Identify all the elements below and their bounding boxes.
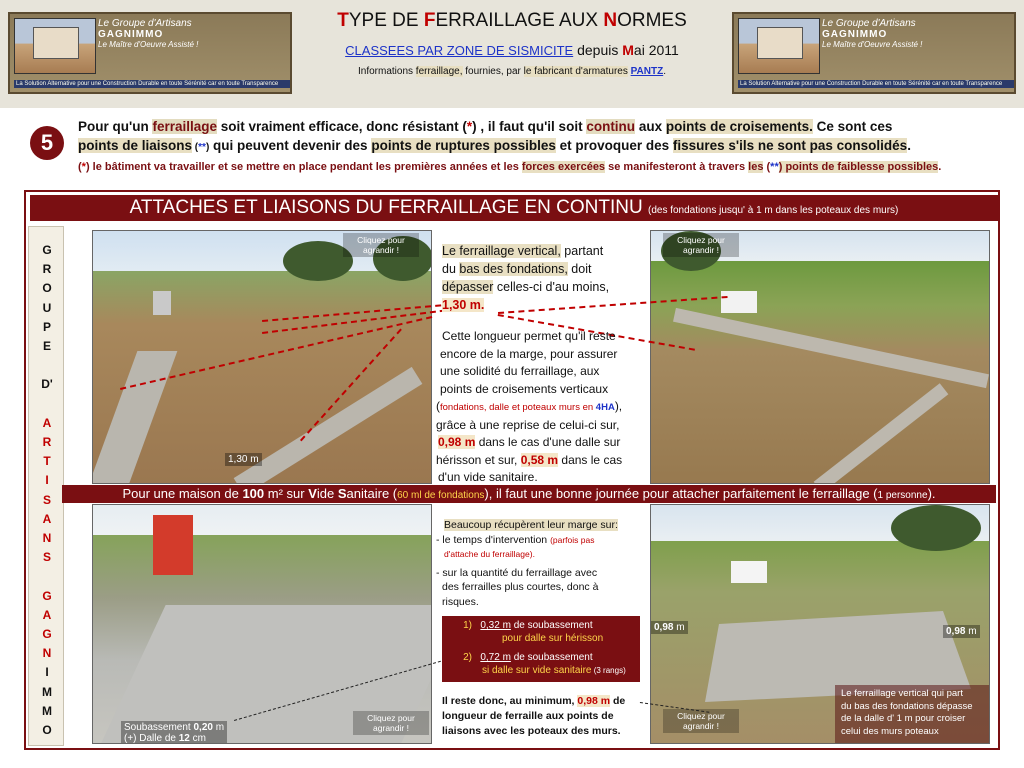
option-value: 0,32 m [480, 620, 511, 631]
van [721, 291, 757, 313]
band-part: ), il faut une bonne journée pour attacher parfaitement le ferraillage ( [484, 486, 878, 501]
info-part: le fabricant d'armatures [523, 66, 628, 77]
logo-line3: Le Maître d'Oeuvre Assisté ! [98, 40, 199, 49]
sidebar-letter: E [42, 339, 51, 353]
text-part: d'attache du ferraillage). [444, 549, 535, 559]
text-line: liaisons avec les poteaux des murs. [442, 725, 621, 737]
text-line: une solidité du ferraillage, aux [440, 364, 600, 378]
text-part: (parfois pas [550, 534, 595, 545]
note-part: * [81, 161, 86, 173]
measure-label: 1,30 m [225, 453, 262, 466]
intro-part: ferraillage [152, 119, 217, 134]
truck [153, 291, 171, 315]
text-part: dépasser [442, 280, 494, 294]
text-part: bas des fondations, [459, 262, 568, 276]
text-part: hérisson et sur, [436, 452, 521, 467]
concrete-truck [153, 515, 193, 575]
band-part: ide [316, 486, 338, 501]
sidebar-letter: A [42, 511, 52, 526]
text-part: ( [436, 399, 440, 413]
note-line: celui des murs poteaux [841, 725, 939, 737]
measure-label [943, 625, 980, 638]
label-part: 0,98 [654, 622, 674, 633]
photo-block-walls[interactable] [650, 504, 990, 744]
label-part: m [965, 626, 977, 637]
text-part: doit [567, 262, 592, 276]
sidebar-letter: O [42, 281, 52, 296]
sidebar-vertical-brand [28, 226, 64, 746]
note-part: ** [770, 161, 779, 173]
sidebar-letter: U [42, 300, 52, 315]
intro-part: qui peuvent devenir des [209, 138, 372, 153]
note-part: forces exercées [521, 161, 606, 173]
note-line: de la dalle d' 1 m pour croiser [841, 713, 966, 724]
intro-note [78, 160, 998, 175]
text-line: points de croisements verticaux [440, 381, 609, 396]
sidebar-letter: R [42, 262, 52, 277]
label-part: cm [189, 733, 206, 744]
intro-part: fissures s'ils ne sont pas consolidés [672, 138, 908, 153]
text-part: 0,58 m [520, 452, 559, 467]
sidebar-letter: P [42, 319, 51, 334]
intro-part: points de ruptures possibles [371, 138, 556, 153]
logo-line2: GAGNIMMO [98, 29, 164, 40]
intro-part: points de liaisons [78, 138, 193, 153]
page-subtitle [296, 42, 728, 58]
sidebar-letter: N [42, 646, 52, 661]
text-part: 1,30 m. [442, 298, 485, 312]
section-number-badge: 5 [30, 126, 64, 160]
margin-recovery-text [436, 518, 646, 609]
text-part: 4HA [595, 402, 615, 413]
option-text: de soubassement [510, 620, 593, 631]
info-part: Informations [357, 66, 416, 77]
logo-right [732, 12, 1016, 94]
intro-part: et provoquer des [555, 138, 673, 153]
info-part: . [663, 66, 666, 77]
section-banner [30, 195, 998, 221]
logo-line1: Le Groupe d'Artisans [822, 18, 916, 29]
label-part: 12 [178, 733, 190, 744]
option-value: 0,72 m [480, 652, 511, 663]
text-part: Il reste donc, au minimum, [442, 695, 578, 707]
sidebar-letter: G [42, 243, 52, 257]
enlarge-link[interactable]: Cliquez pour agrandir ! [663, 233, 739, 257]
label-part: m [212, 722, 225, 733]
text-line: - sur la quantité du ferraillage avec [436, 566, 598, 579]
tree [891, 505, 981, 551]
measure-label [651, 621, 688, 634]
sidebar-letter: O [42, 723, 52, 737]
banner-title: ATTACHES ET LIAISONS DU FERRAILLAGE EN CONTINU [129, 197, 643, 218]
title-letter: F [423, 10, 436, 31]
band-part: 60 ml de fondations [397, 490, 485, 501]
intro-part: Pour qu'un [78, 119, 153, 134]
logo-text [822, 18, 1012, 66]
logo-line2: GAGNIMMO [822, 29, 888, 40]
sidebar-letter: A [42, 415, 52, 430]
sidebar-letter: S [42, 492, 51, 507]
text-line: des ferrailles plus courtes, donc à [442, 581, 599, 593]
logo-line3: Le Maître d'Oeuvre Assisté ! [822, 40, 923, 49]
note-part: ) le bâtiment va travailler et se mettre en place pendant les premières années et les [85, 161, 522, 173]
text-part: 0,98 m [438, 435, 476, 449]
page-title [296, 10, 728, 32]
intro-part: ( [192, 142, 199, 153]
label-part: m [673, 622, 685, 633]
text-part: Beaucoup récupèrent leur marge sur: [444, 519, 618, 531]
subtitle-part: ai 2011 [633, 42, 679, 58]
sidebar-letter: S [42, 550, 51, 565]
logo-left [8, 12, 292, 94]
info-part: ferraillage, [415, 66, 463, 77]
margin-explanation [436, 328, 650, 487]
note-part: . [938, 161, 942, 173]
subtitle-letter: M [622, 42, 634, 58]
title-part: YPE DE [348, 10, 424, 31]
logo-tagline: La Solution Alternative pour une Construction Durable en toute Sérénité car en toute Transparence [738, 80, 1014, 88]
vertical-rebar-text [442, 242, 642, 314]
sidebar-letter: I [45, 473, 49, 488]
van [731, 561, 767, 583]
intro-part: ** [198, 142, 206, 153]
label-part: 0,20 [193, 722, 213, 733]
logo-tagline: La Solution Alternative pour une Construction Durable en toute Sérénité car en toute Transparence [14, 80, 290, 88]
intro-part: . [907, 138, 911, 153]
minimum-length-text [442, 694, 642, 739]
sidebar-letter: A [42, 607, 52, 622]
band-part: ). [927, 486, 936, 501]
enlarge-link[interactable]: Cliquez pour agrandir ! [663, 709, 739, 733]
photo-slab-pouring[interactable] [92, 504, 432, 744]
info-part: fournies, par [462, 66, 524, 77]
subtitle-part: depuis [573, 42, 623, 58]
info-line [296, 66, 728, 77]
title-letter: T [337, 10, 349, 31]
band-part: 100 [242, 486, 265, 501]
title-part: ORMES [617, 10, 687, 31]
note-part: ( [763, 161, 771, 173]
text-part: dans le cas d'une dalle sur [475, 435, 621, 449]
option-number: 2) [463, 652, 472, 663]
intro-part: aux [635, 119, 666, 134]
house-photo [14, 18, 96, 74]
option-detail: (3 rangs) [591, 666, 626, 675]
band-part: anitaire ( [346, 486, 398, 501]
option-text: de soubassement [510, 652, 593, 663]
intro-part: * [466, 119, 473, 134]
option-detail: pour dalle sur hérisson [502, 633, 604, 644]
sidebar-letter: M [42, 703, 52, 718]
band-part: 1 personne [877, 490, 928, 501]
sidebar-letter: G [42, 627, 52, 641]
text-part: du [442, 262, 460, 276]
text-part: - le temps d'intervention [436, 533, 551, 546]
enlarge-link[interactable]: Cliquez pour agrandir ! [353, 711, 429, 735]
time-estimate-band [62, 485, 996, 503]
text-part: Le ferraillage vertical, [442, 244, 561, 258]
sidebar-letter: G [42, 588, 52, 603]
text-line: grâce à une reprise de celui-ci sur, [436, 417, 620, 432]
label-part: Soubassement [124, 722, 194, 733]
intro-part: continu [586, 119, 636, 134]
intro-part: ) [205, 142, 210, 153]
option-detail: si dalle sur vide sanitaire [482, 665, 592, 676]
intro-part: ) , il faut qu'il soit [472, 119, 587, 134]
label-part: 0,98 [946, 626, 966, 637]
band-part: Pour une maison de [122, 486, 243, 501]
text-line: encore de la marge, pour assurer [440, 346, 618, 361]
logo-line1: Le Groupe d'Artisans [98, 18, 192, 29]
intro-paragraph [78, 117, 998, 157]
house-photo [738, 18, 820, 74]
text-line: risques. [442, 595, 479, 608]
soubassement-options [442, 616, 640, 682]
note-line: Le ferraillage vertical qui part [841, 688, 963, 699]
band-part: S [337, 486, 347, 501]
note-part: ) points de faiblesse possibles [778, 161, 939, 173]
intro-part: points de croisements. [665, 119, 813, 134]
intro-part: soit vraiment efficace, donc résistant ( [217, 119, 467, 134]
sidebar-letter: M [42, 684, 52, 699]
band-part: m² sur [264, 486, 309, 501]
enlarge-link[interactable]: Cliquez pour agrandir ! [343, 233, 419, 257]
title-letter: N [603, 10, 618, 31]
note-part: ( [78, 161, 82, 173]
option-number: 1) [463, 620, 472, 631]
text-part: 0,98 m [577, 695, 611, 707]
text-part: ), [614, 399, 623, 413]
banner-subtitle: (des fondations jusqu' à 1 m dans les poteaux des murs) [647, 205, 899, 216]
text-part: dans le cas [558, 452, 623, 467]
text-part: celles-ci d'au moins, [493, 280, 610, 294]
sidebar-letter: T [43, 454, 51, 469]
intro-part: Ce sont ces [812, 119, 893, 134]
band-part: V [308, 486, 317, 501]
soubassement-label [121, 721, 227, 744]
sismicite-link[interactable]: CLASSEES PAR ZONE DE SISMICITE [345, 43, 574, 58]
sidebar-letter: D' [41, 377, 53, 392]
photo-rebar-corner[interactable] [650, 230, 990, 484]
note-part: se manifesteront à travers [605, 161, 749, 173]
sidebar-letter: N [42, 531, 52, 545]
text-line: Cette longueur permet qu'il reste [442, 329, 616, 343]
text-part: fondations, dalle et poteaux murs en [440, 402, 596, 413]
text-part: partant [560, 244, 604, 258]
label-part: (+) Dalle de [124, 733, 179, 744]
note-line: du bas des fondations dépasse [841, 700, 973, 712]
note-part: les [748, 161, 764, 173]
title-part: ERRAILLAGE AUX [435, 10, 604, 31]
text-line: d'un vide sanitaire. [438, 470, 538, 484]
sidebar-letter: I [45, 665, 49, 680]
text-line: longueur de ferraille aux points de [442, 710, 614, 722]
sidebar-letter: R [42, 435, 52, 449]
text-part: de [610, 695, 626, 707]
pantz-link[interactable]: PANTZ [630, 66, 664, 77]
vertical-rebar-note [835, 685, 990, 743]
logo-text [98, 18, 288, 66]
